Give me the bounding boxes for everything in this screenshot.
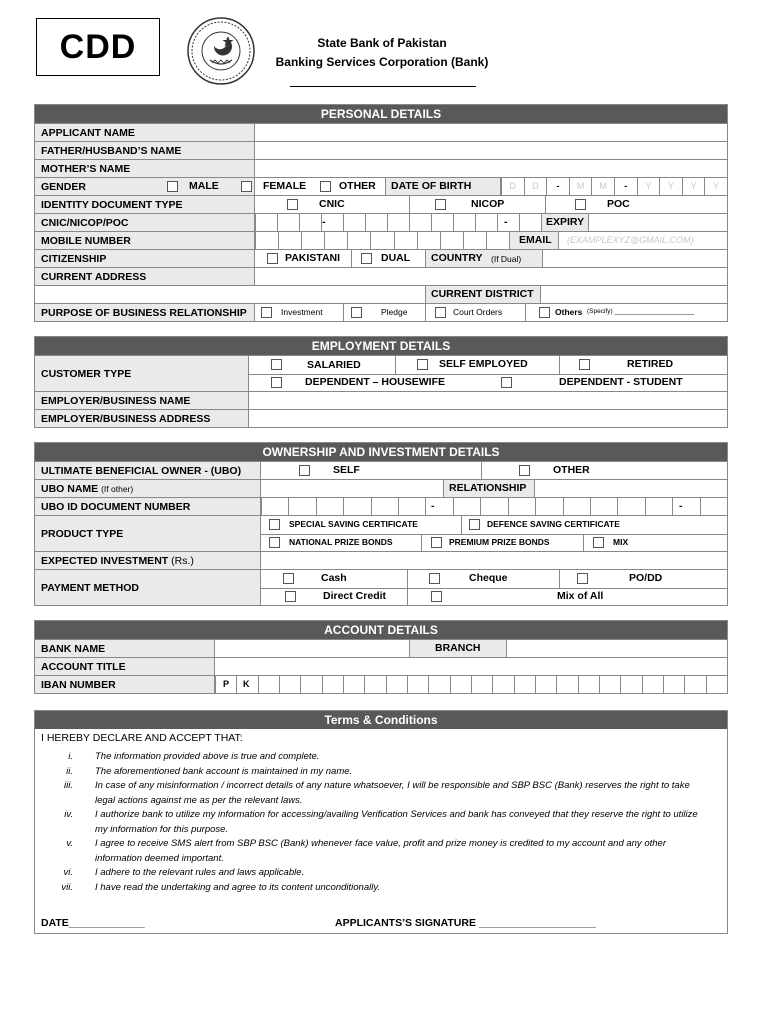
ubo-id-cell[interactable] [563, 498, 590, 515]
term-item [41, 866, 721, 881]
ubo-id-row [35, 497, 727, 515]
iban-cell[interactable] [556, 676, 577, 693]
dual-label: DUAL [381, 252, 411, 264]
term-item [41, 750, 721, 765]
others-specify-field[interactable]: (Specify) ______________________ [587, 308, 694, 315]
ubo-id-cell[interactable] [371, 498, 398, 515]
pledge-checkbox[interactable] [351, 307, 362, 318]
ubo-id-cell[interactable] [672, 498, 699, 515]
iban-cell[interactable] [258, 676, 279, 693]
dep-housewife-label: DEPENDENT – HOUSEWIFE [305, 376, 446, 388]
terms-list [41, 750, 721, 895]
iban-cell[interactable] [684, 676, 705, 693]
cnic-cell[interactable] [431, 214, 453, 231]
iban-row [35, 675, 727, 693]
section-title-ownership: OWNERSHIP AND INVESTMENT DETAILS [35, 443, 727, 461]
applicant-name-row [35, 123, 727, 141]
form-code: CDD [36, 18, 160, 76]
divider [525, 304, 526, 321]
mobile-cell[interactable] [440, 232, 463, 249]
purpose-row [35, 303, 727, 321]
citizenship-label: CITIZENSHIP [35, 250, 255, 267]
mobile-cell[interactable] [301, 232, 324, 249]
male-label: MALE [189, 180, 219, 192]
signature-field[interactable]: APPLICANTS’S SIGNATURE ____________________ [335, 917, 596, 929]
ubo-id-cell[interactable] [288, 498, 315, 515]
investment-checkbox[interactable] [261, 307, 272, 318]
cnic-dash-2: - [504, 216, 508, 228]
mother-name-label: MOTHER’S NAME [35, 160, 255, 177]
investment-label: Investment [281, 307, 323, 317]
divider [583, 534, 584, 552]
section-title-personal: PERSONAL DETAILS [35, 105, 727, 123]
ubo-id-label: UBO ID DOCUMENT NUMBER [35, 498, 261, 515]
iban-cell[interactable] [450, 676, 471, 693]
divider [559, 356, 560, 374]
id-doc-type-row [35, 195, 727, 213]
term-text: I agree to receive SMS alert from SBP BSC (Bank) whenever face value, profit and prize money is credited to my account and any other information deemed important. [95, 838, 666, 864]
ubo-id-cell[interactable] [425, 498, 452, 515]
dual-checkbox[interactable] [361, 253, 372, 264]
salaried-checkbox[interactable] [271, 359, 282, 370]
ppb-checkbox[interactable] [431, 537, 442, 548]
iban-label: IBAN NUMBER [35, 676, 215, 693]
cheque-label: Cheque [469, 572, 508, 584]
cnic-cell[interactable] [409, 214, 431, 231]
ubo-id-cell[interactable] [617, 498, 644, 515]
email-label: EMAIL [519, 234, 552, 246]
pakistani-checkbox[interactable] [267, 253, 278, 264]
id-doc-type-label: IDENTITY DOCUMENT TYPE [35, 196, 255, 213]
iban-cell[interactable] [428, 676, 449, 693]
npb-label: NATIONAL PRIZE BONDS [289, 537, 393, 547]
ownership-section [34, 442, 728, 606]
section-title-terms: Terms & Conditions [35, 711, 727, 729]
personal-details-section [34, 104, 728, 322]
relationship-label: RELATIONSHIP [449, 482, 527, 494]
mother-name-row [35, 159, 727, 177]
ubo-other-checkbox[interactable] [519, 465, 530, 476]
declare-heading: I HEREBY DECLARE AND ACCEPT THAT: [41, 732, 243, 744]
cnic-cell[interactable] [475, 214, 497, 231]
mobile-cell[interactable] [417, 232, 440, 249]
current-address-label: CURRENT ADDRESS [35, 268, 255, 285]
term-item [41, 837, 721, 866]
dob-cell[interactable]: - [546, 178, 569, 195]
ssc-checkbox[interactable] [269, 519, 280, 530]
cheque-checkbox[interactable] [429, 573, 440, 584]
gender-row [35, 177, 727, 195]
iban-cell[interactable] [599, 676, 620, 693]
cnic-cell[interactable] [277, 214, 299, 231]
cnic-cell[interactable] [343, 214, 365, 231]
podd-label: PO/DD [629, 572, 663, 584]
customer-type-row [35, 355, 727, 391]
male-checkbox[interactable] [167, 181, 178, 192]
iban-cell[interactable] [407, 676, 428, 693]
current-district-row [35, 285, 727, 303]
ubo-name-label: UBO NAME [41, 482, 99, 495]
father-name-label: FATHER/HUSBAND’S NAME [35, 142, 255, 159]
other-gender-label: OTHER [339, 180, 376, 192]
mobile-cell[interactable] [278, 232, 301, 249]
product-type-row [35, 515, 727, 551]
iban-cell[interactable] [514, 676, 535, 693]
divider [351, 250, 352, 267]
date-field[interactable]: DATE_____________ [41, 917, 145, 929]
others-label: Others [555, 307, 583, 317]
terms-section [34, 710, 728, 934]
dep-student-label: DEPENDENT - STUDENT [559, 376, 683, 388]
term-number: v. [66, 838, 73, 849]
ubo-id-cell[interactable] [535, 498, 562, 515]
dob-cell[interactable]: M [569, 178, 592, 195]
payment-method-label: PAYMENT METHOD [35, 570, 261, 605]
term-text: The information provided above is true and complete. [95, 751, 320, 762]
dob-cell[interactable]: Y [704, 178, 727, 195]
dep-housewife-checkbox[interactable] [271, 377, 282, 388]
ubo-id-cell[interactable] [316, 498, 343, 515]
ubo-self-label: SELF [333, 464, 360, 476]
others-checkbox[interactable] [539, 307, 550, 318]
expiry-label: EXPIRY [546, 216, 585, 228]
term-number: vii. [61, 881, 73, 893]
current-district-label: CURRENT DISTRICT [431, 288, 534, 300]
cnic-cell[interactable] [497, 214, 519, 231]
signature-row [41, 917, 596, 929]
if-dual-label: (If Dual) [491, 254, 522, 264]
direct-credit-checkbox[interactable] [285, 591, 296, 602]
ubo-id-cell[interactable] [261, 498, 288, 515]
term-item [41, 808, 721, 837]
term-number: iii. [64, 780, 73, 791]
ubo-id-cell[interactable] [453, 498, 480, 515]
employer-address-row [35, 409, 727, 427]
purpose-label: PURPOSE OF BUSINESS RELATIONSHIP [35, 304, 255, 321]
ubo-label: ULTIMATE BENEFICIAL OWNER - (UBO) [35, 462, 261, 479]
citizenship-row [35, 249, 727, 267]
cnic-cell[interactable] [453, 214, 475, 231]
female-label: FEMALE [263, 180, 307, 192]
term-text: I authorize bank to utilize my information for accessing/availing Verification Services and bank has conveyed that they reserve the right to utilize my information for this purpose. [95, 809, 698, 835]
divider [343, 304, 344, 321]
mix-all-label: Mix of All [557, 590, 604, 602]
dep-student-checkbox[interactable] [501, 377, 512, 388]
employer-name-row [35, 391, 727, 409]
court-orders-label: Court Orders [453, 307, 503, 317]
dob-label: DATE OF BIRTH [391, 180, 472, 192]
term-item [41, 765, 721, 780]
podd-checkbox[interactable] [577, 573, 588, 584]
iban-p: P [223, 679, 230, 689]
current-address-row [35, 267, 727, 285]
ubo-row [35, 461, 727, 479]
cnic-number-label: CNIC/NICOP/POC [35, 214, 255, 231]
poc-checkbox[interactable] [575, 199, 586, 210]
dsc-checkbox[interactable] [469, 519, 480, 530]
terms-body [35, 729, 727, 898]
iban-cell[interactable] [706, 676, 727, 693]
term-number: i. [68, 751, 73, 762]
divider [421, 534, 422, 552]
product-type-label: PRODUCT TYPE [35, 516, 261, 551]
cnic-cell[interactable] [299, 214, 321, 231]
divider [395, 356, 396, 374]
nicop-label: NICOP [471, 198, 505, 210]
court-orders-checkbox[interactable] [435, 307, 446, 318]
salaried-label: SALARIED [307, 359, 361, 371]
ubo-name-label-cell [35, 480, 261, 497]
mobile-cell[interactable] [394, 232, 417, 249]
ubo-self-checkbox[interactable] [299, 465, 310, 476]
employer-address-label: EMPLOYER/BUSINESS ADDRESS [35, 410, 249, 427]
ubo-other-label: OTHER [553, 464, 590, 476]
dob-cell[interactable]: - [614, 178, 637, 195]
mobile-row [35, 231, 727, 249]
dob-cell[interactable]: Y [637, 178, 660, 195]
ubo-name-row [35, 479, 727, 497]
expected-investment-label: EXPECTED INVESTMENT [41, 554, 169, 567]
expected-investment-label-cell [35, 552, 261, 569]
iban-cell[interactable] [279, 676, 300, 693]
term-text: In case of any misinformation / incorrect details of any nature whatsoever, I will be responsible and SBP BSC (Bank) reserves the right to take legal actions against me as per the relevant laws. [95, 780, 690, 806]
employer-name-label: EMPLOYER/BUSINESS NAME [35, 392, 249, 409]
term-number: ii. [66, 765, 73, 777]
mobile-cell[interactable] [347, 232, 370, 249]
iban-cell[interactable] [578, 676, 599, 693]
dob-cell[interactable]: Y [659, 178, 682, 195]
country-label: COUNTRY [431, 252, 483, 264]
account-title-row [35, 657, 727, 675]
cnic-cell[interactable] [255, 214, 277, 231]
applicant-name-label: APPLICANT NAME [35, 124, 255, 141]
section-title-account: ACCOUNT DETAILS [35, 621, 727, 639]
expected-investment-rs: (Rs.) [171, 554, 194, 567]
term-text: The aforementioned bank account is maintained in my name. [95, 765, 353, 777]
divider [409, 196, 410, 213]
cnic-dash-1: - [322, 216, 326, 228]
bank-title [258, 34, 506, 72]
cash-checkbox[interactable] [283, 573, 294, 584]
npb-checkbox[interactable] [269, 537, 280, 548]
bank-name-label: BANK NAME [35, 640, 215, 657]
cnic-label: CNIC [319, 198, 345, 210]
iban-cell[interactable] [535, 676, 556, 693]
divider [425, 304, 426, 321]
mix-checkbox[interactable] [593, 537, 604, 548]
divider [461, 516, 462, 534]
cnic-checkbox[interactable] [287, 199, 298, 210]
nicop-checkbox[interactable] [435, 199, 446, 210]
mobile-cell[interactable] [370, 232, 393, 249]
iban-cell[interactable] [343, 676, 364, 693]
term-text: I have read the undertaking and agree to its content unconditionally. [95, 881, 381, 893]
dob-cell[interactable]: Y [682, 178, 705, 195]
ubo-id-cell[interactable] [508, 498, 535, 515]
ubo-id-cell[interactable] [700, 498, 727, 515]
employment-details-section [34, 336, 728, 428]
mobile-cell[interactable] [324, 232, 347, 249]
bank-name-row [35, 639, 727, 657]
divider [545, 196, 546, 213]
cash-label: Cash [321, 572, 347, 584]
gender-label: GENDER [35, 178, 255, 195]
other-gender-checkbox[interactable] [320, 181, 331, 192]
divider [481, 462, 482, 479]
mobile-cell[interactable] [463, 232, 486, 249]
branch-label: BRANCH [435, 642, 481, 654]
cnic-cell[interactable] [365, 214, 387, 231]
mobile-cell[interactable] [486, 232, 509, 249]
iban-cell[interactable] [663, 676, 684, 693]
pakistani-label: PAKISTANI [285, 252, 341, 264]
term-text: I adhere to the relevant rules and laws applicable. [95, 867, 305, 878]
female-checkbox[interactable] [241, 181, 252, 192]
self-employed-label: SELF EMPLOYED [439, 358, 528, 370]
bank-title-line1: State Bank of Pakistan [317, 36, 447, 50]
iban-cell[interactable] [471, 676, 492, 693]
ubo-if-other: (If other) [101, 483, 134, 494]
dob-cell[interactable]: M [591, 178, 614, 195]
ubo-dash-1: - [431, 500, 435, 512]
account-details-section [34, 620, 728, 694]
father-name-row [35, 141, 727, 159]
term-item [41, 881, 721, 896]
ubo-id-cell[interactable] [645, 498, 672, 515]
email-placeholder[interactable]: (EXAMPLEXYZ@GMAIL.COM) [567, 235, 694, 245]
expected-investment-row [35, 551, 727, 569]
pledge-label: Pledge [381, 307, 408, 317]
term-number: iv. [64, 809, 73, 820]
iban-cell[interactable] [642, 676, 663, 693]
ubo-id-cell[interactable] [343, 498, 370, 515]
dob-cell[interactable]: D [524, 178, 547, 195]
term-item [41, 779, 721, 808]
bank-title-line2: Banking Services Corporation (Bank) [275, 55, 489, 69]
direct-credit-label: Direct Credit [323, 590, 387, 602]
mobile-cell[interactable] [255, 232, 278, 249]
iban-cell[interactable] [322, 676, 343, 693]
ubo-id-cell[interactable] [480, 498, 507, 515]
payment-method-row [35, 569, 727, 605]
mix-all-checkbox[interactable] [431, 591, 442, 602]
form-header [36, 16, 736, 94]
ubo-id-cell[interactable] [398, 498, 425, 515]
retired-checkbox[interactable] [579, 359, 590, 370]
iban-cell[interactable] [300, 676, 321, 693]
cnic-cell[interactable] [519, 214, 541, 231]
cnic-cell[interactable] [387, 214, 409, 231]
dsc-label: DEFENCE SAVING CERTIFICATE [487, 519, 620, 529]
iban-k: K [243, 679, 250, 689]
retired-label: RETIRED [627, 358, 674, 370]
ppb-label: PREMIUM PRIZE BONDS [449, 537, 550, 547]
cnic-number-row [35, 213, 727, 231]
iban-cell[interactable] [620, 676, 641, 693]
self-employed-checkbox[interactable] [417, 359, 428, 370]
ssc-label: SPECIAL SAVING CERTIFICATE [289, 519, 418, 529]
poc-label: POC [607, 198, 630, 210]
sbp-seal-icon [186, 16, 256, 86]
customer-type-label: CUSTOMER TYPE [35, 356, 249, 391]
iban-cell[interactable] [386, 676, 407, 693]
account-title-label: ACCOUNT TITLE [35, 658, 215, 675]
mix-label: MIX [613, 537, 629, 547]
section-title-employment: EMPLOYMENT DETAILS [35, 337, 727, 355]
iban-cell[interactable] [364, 676, 385, 693]
dob-cell[interactable]: D [501, 178, 524, 195]
divider [559, 570, 560, 588]
mobile-label: MOBILE NUMBER [35, 232, 255, 249]
ubo-id-cell[interactable] [590, 498, 617, 515]
term-number: vi. [63, 867, 73, 878]
ubo-dash-2: - [679, 500, 683, 512]
iban-cell[interactable] [492, 676, 513, 693]
header-divider [290, 86, 476, 87]
